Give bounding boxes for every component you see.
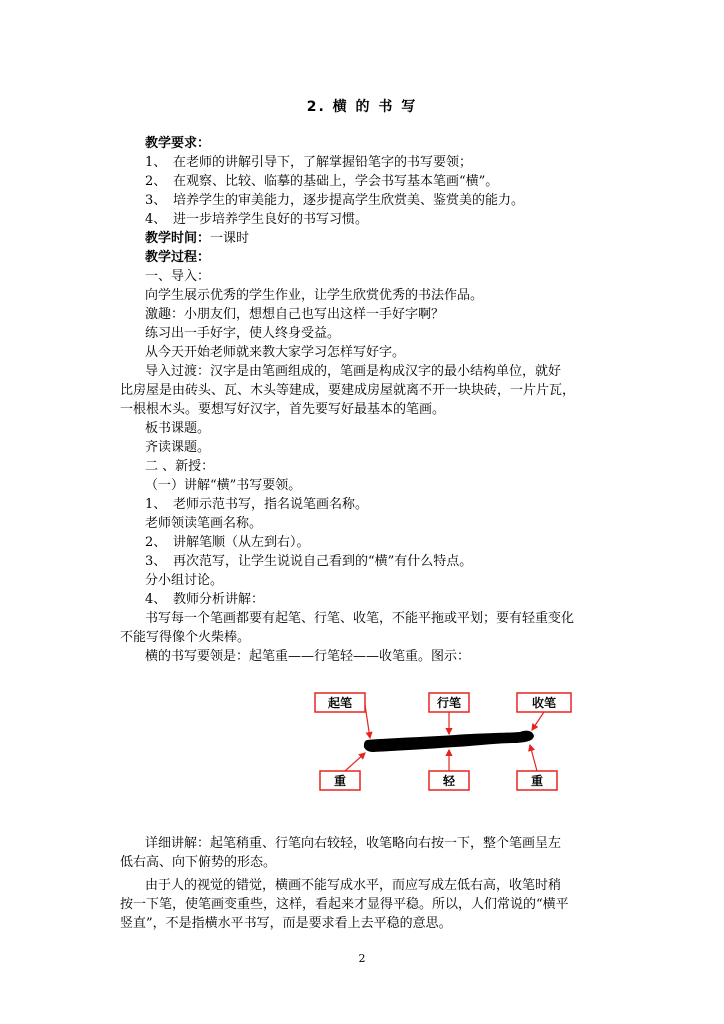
objective-text: 在观察、比较、临摹的基础上，学会书写基本笔画“横”。 (173, 174, 499, 189)
bottom-label-box-start (320, 771, 360, 790)
objective-item (145, 174, 498, 190)
step-item (145, 497, 368, 513)
step-num: 3、 (145, 554, 167, 569)
sub-heading: （一）讲解“横”书写要领。 (145, 478, 302, 493)
arrow-top-end (532, 712, 544, 730)
key-points-line: 横的书写要领是：起笔重——行笔轻——收笔重。图示： (145, 649, 471, 664)
objective-num: 2、 (145, 174, 167, 189)
new-lesson-heading: 二 、新授： (145, 459, 215, 474)
intro-heading: 一、导入： (145, 269, 211, 284)
process-heading: 教学过程： (145, 250, 211, 265)
bottom-label-end: 重 (530, 774, 544, 788)
teaching-time (145, 231, 249, 247)
objective-num: 1、 (145, 155, 167, 170)
page-number: 2 (358, 952, 366, 965)
step-num: 4、 (145, 592, 167, 607)
objective-text: 进一步培养学生良好的书写习惯。 (173, 212, 369, 227)
bottom-label-start: 重 (333, 774, 347, 788)
visual-line: 由于人的视觉的错觉，横画不能写成水平，而应写成左低右高，收笔时稍 (145, 878, 562, 893)
transition-line: 比房屋是由砖头、瓦、木头等建成，要建成房屋就离不开一块块砖，一片片瓦， (120, 383, 576, 398)
step-text: 再次范写，让学生说说自己看到的“横”有什么特点。 (173, 554, 473, 569)
intro-line: 练习出一手好字，使人终身受益。 (145, 326, 341, 341)
bottom-label-box-end (517, 771, 557, 790)
objectives-heading: 教学要求： (145, 136, 211, 151)
objective-item (145, 155, 472, 171)
step-num: 1、 (145, 497, 167, 512)
objective-item (145, 193, 524, 209)
detail-line: 低右高、向下俯势的形态。 (120, 855, 277, 870)
bottom-label-middle: 轻 (442, 774, 456, 788)
top-label-box-end (517, 693, 571, 712)
arrow-bottom-start (345, 753, 365, 771)
top-label-box-start (315, 693, 365, 712)
visual-line: 竖直”，不是指横水平书写，而是要求看上去平稳的意思。 (120, 916, 452, 931)
arrow-bottom-end (530, 745, 537, 771)
time-value: 一课时 (210, 231, 250, 246)
transition-line: 一根根木头。要想写好汉字，首先要写好最基本的笔画。 (120, 402, 446, 417)
top-label-end: 收笔 (531, 696, 557, 710)
detail-line: 详细讲解：起笔稍重、行笔向右较轻，收笔略向右按一下，整个笔画呈左 (145, 836, 562, 851)
step-text: 讲解笔顺（从左到右）。 (173, 535, 310, 550)
step-item (145, 592, 264, 608)
visual-line: 按一下笔，使笔画变重些，这样，看起来才显得平稳。所以，人们常说的“横平 (120, 897, 569, 912)
analysis-line: 书写每一个笔画都要有起笔、行笔、收笔，不能平拖或平划；要有轻重变化 (145, 611, 575, 626)
read-title-line: 齐读课题。 (145, 440, 211, 455)
time-label: 教学时间： (145, 231, 211, 246)
bottom-label-box-middle (429, 771, 469, 790)
step-item (145, 554, 472, 570)
step-item: 老师领读笔画名称。 (145, 516, 263, 531)
top-label-start: 起笔 (327, 696, 353, 710)
board-title-line: 板书课题。 (145, 421, 211, 436)
step-text: 教师分析讲解： (173, 592, 265, 607)
step-text: 老师示范书写，指名说笔画名称。 (173, 497, 369, 512)
intro-line: 激趣：小朋友们，想想自己也写出这样一手好字啊？ (145, 307, 445, 322)
step-item (145, 535, 310, 551)
intro-line: 向学生展示优秀的学生作业，让学生欣赏优秀的书法作品。 (145, 288, 484, 303)
intro-line: 从今天开始老师就来教大家学习怎样写好字。 (145, 345, 406, 360)
transition-line: 导入过渡：汉字是由笔画组成的，笔画是构成汉字的最小结构单位，就好 (145, 364, 562, 379)
arrow-top-start (365, 705, 370, 738)
top-label-middle: 行笔 (436, 696, 462, 710)
step-num: 2、 (145, 535, 167, 550)
page-title: 2. 横 的 书 写 (306, 99, 418, 115)
analysis-line: 不能写得像个火柴棒。 (120, 630, 251, 645)
objective-item (145, 212, 368, 228)
stroke-diagram (305, 690, 585, 800)
top-label-box-middle (429, 693, 469, 712)
step-item: 分小组讨论。 (145, 573, 224, 588)
objective-text: 培养学生的审美能力，逐步提高学生欣赏美、鉴赏美的能力。 (173, 193, 525, 208)
objective-num: 3、 (145, 193, 167, 208)
objective-num: 4、 (145, 212, 167, 227)
objective-text: 在老师的讲解引导下，了解掌握铅笔字的书写要领； (173, 155, 473, 170)
